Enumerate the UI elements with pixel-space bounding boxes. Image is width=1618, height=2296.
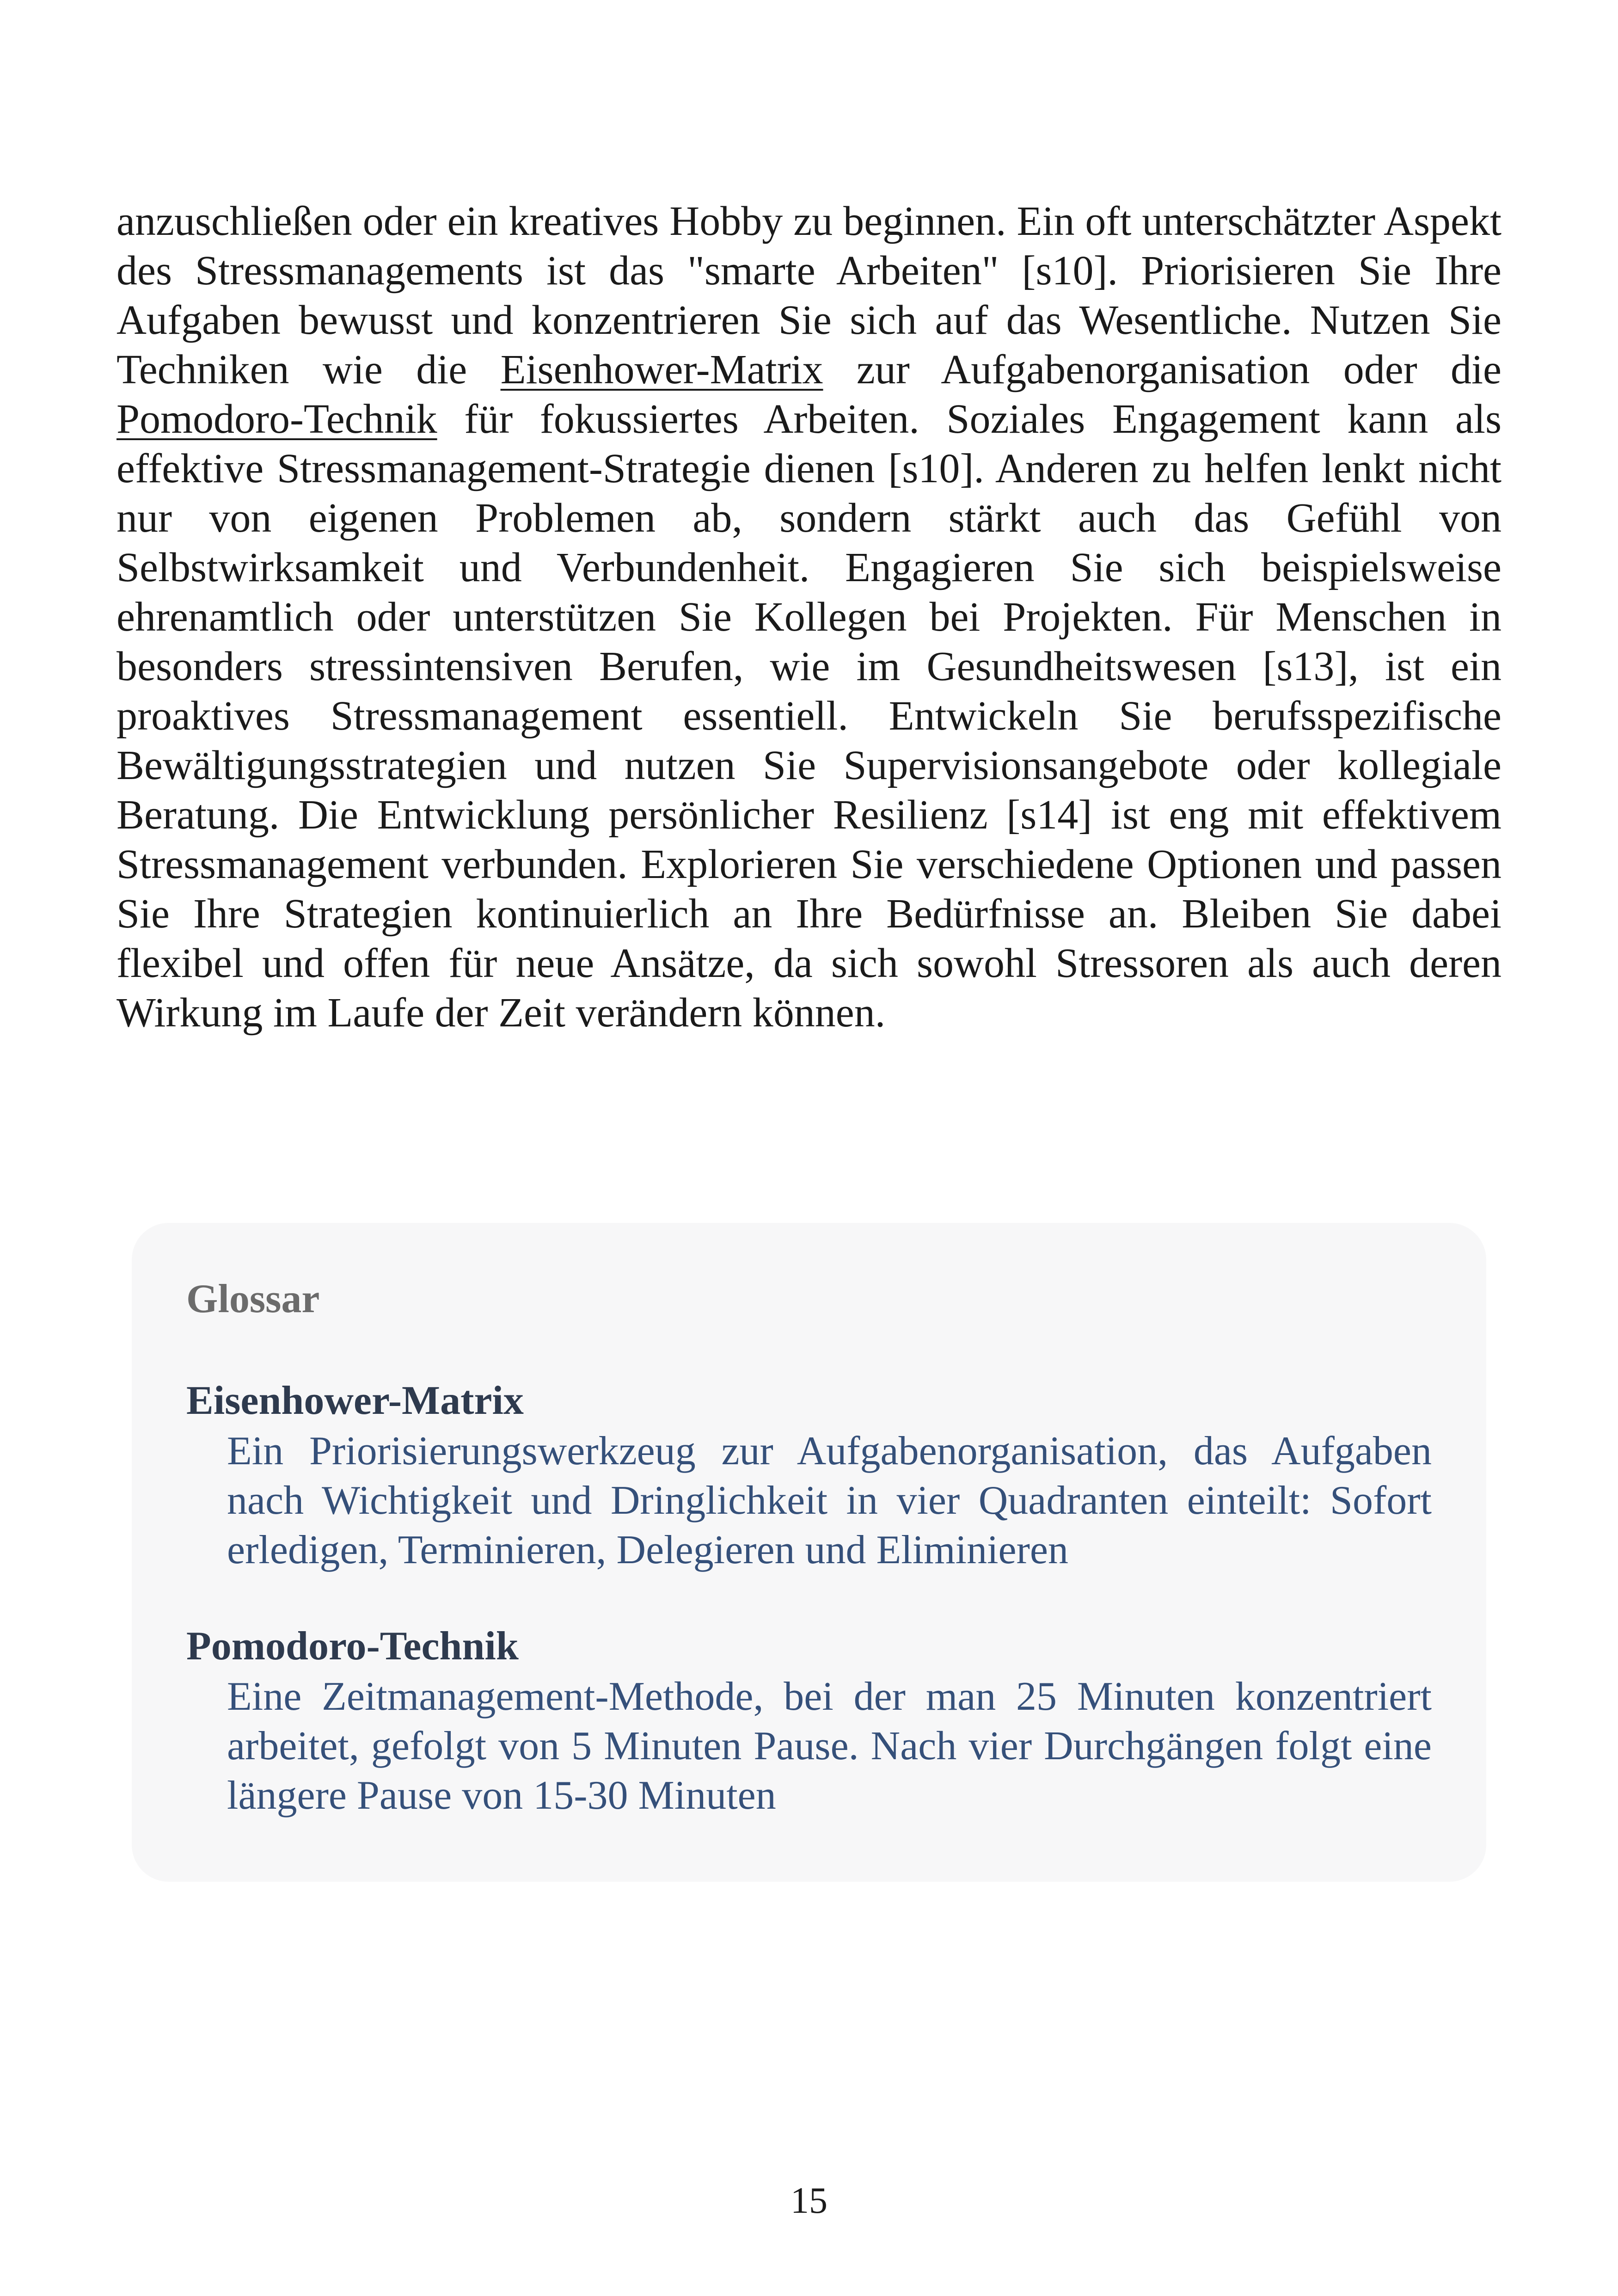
glossary-entry <box>186 1621 1432 1820</box>
body-text-segment: anzuschließen oder ein kreatives Hobby zu beginnen. Ein oft unterschätzter Aspekt des Stressmanagements ist das "smarte Arbeiten" [s10]. Priorisieren Sie Ihre Aufgaben bewusst und konzentrieren Sie sich auf das Wesentliche. Nutzen Sie Techniken wie die <box>116 198 1502 393</box>
glossary-box <box>132 1223 1486 1882</box>
glossary-term: Eisenhower-Matrix <box>186 1378 524 1423</box>
glossary-definition: Ein Priorisierungswerkzeug zur Aufgabenorganisation, das Aufgaben nach Wichtigkeit und Dringlichkeit in vier Quadranten einteilt: Sofort erledigen, Terminieren, Delegieren und Eliminieren <box>227 1429 1432 1572</box>
page-number: 15 <box>791 2180 827 2221</box>
pomodoro-technik-link[interactable]: Pomodoro-Technik <box>116 396 437 442</box>
body-text-segment: zur Aufgabenorganisation oder die <box>823 347 1502 393</box>
eisenhower-matrix-link[interactable]: Eisenhower-Matrix <box>500 347 823 393</box>
glossary-entry <box>186 1375 1432 1575</box>
body-paragraph <box>116 196 1502 1037</box>
glossary-title: Glossar <box>186 1277 320 1321</box>
glossary-term: Pomodoro-Technik <box>186 1624 519 1669</box>
body-text-segment: für fokussiertes Arbeiten. Soziales Engagement kann als effektive Stressmanagement-Strategie dienen [s10]. Anderen zu helfen lenkt nicht nur von eigenen Problemen ab, sondern stärkt auch das Gefühl von Selbstwirksamkeit und Verbundenheit. Engagieren Sie sich beispielsweise ehrenamtlich oder unterstützen Sie Kollegen bei Projekten. Für Menschen in besonders stressintensiven Berufen, wie im Gesundheitswesen [s13], ist ein proaktives Stressmanagement essentiell. Entwickeln Sie berufsspezifische Bewältigungsstrategien und nutzen Sie Supervisionsangebote oder kollegiale Beratung. Die Entwicklung persönlicher Resilienz [s14] ist eng mit effektivem Stressmanagement verbunden. Explorieren Sie verschiedene Optionen und passen Sie Ihre Strategien kontinuierlich an Ihre Bedürfnisse an. Bleiben Sie dabei flexibel und offen für neue Ansätze, da sich sowohl Stressoren als auch deren Wirkung im Laufe der Zeit verändern können. <box>116 396 1502 1036</box>
glossary-definition: Eine Zeitmanagement-Methode, bei der man 25 Minuten konzentriert arbeitet, gefolgt von 5 Minuten Pause. Nach vier Durchgängen folgt eine längere Pause von 15-30 Minuten <box>227 1674 1432 1818</box>
